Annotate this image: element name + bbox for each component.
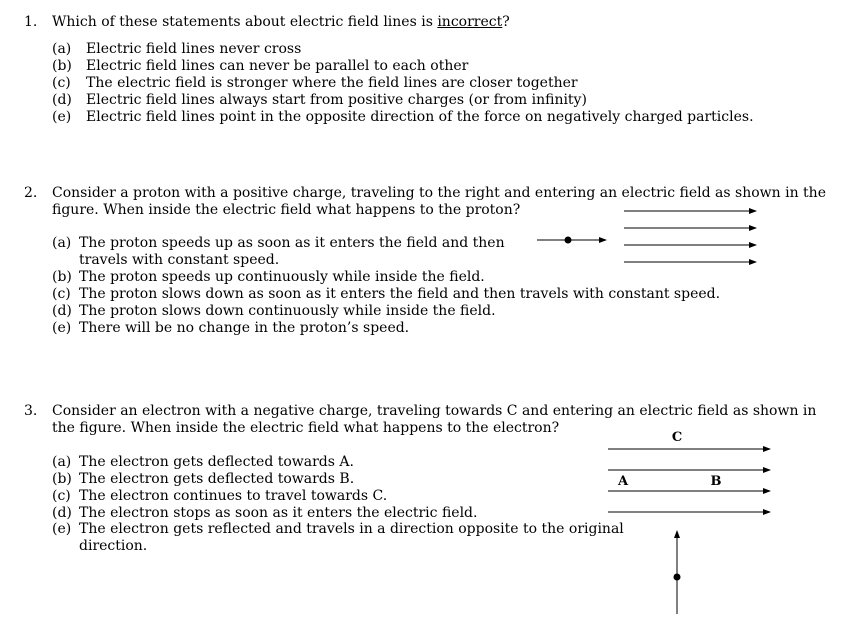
label-c: C <box>671 430 683 445</box>
option-text: The proton speeds up as soon as it enters the field and then <box>79 235 505 251</box>
option-text: The proton speeds up continuously while inside the field. <box>79 269 485 285</box>
label-b: B <box>710 474 722 489</box>
option-text: The electron stops as soon as it enters the electric field. <box>79 505 478 521</box>
question-1-stem-text: Which of these statements about electric field lines is <box>52 14 438 30</box>
option-label: (b) <box>52 471 72 487</box>
option-label: (c) <box>52 286 71 302</box>
question-3-option-e-continuation: direction. <box>79 538 148 554</box>
option-text: The electron gets deflected towards B. <box>79 471 355 487</box>
option-text: Electric field lines can never be parallel to each other <box>86 58 469 74</box>
option-label: (e) <box>52 320 72 336</box>
question-3-stem-line-2: the figure. When inside the electric field what happens to the electron? <box>52 420 560 436</box>
option-label: (b) <box>52 269 72 285</box>
option-text: Electric field lines never cross <box>86 41 302 57</box>
question-1-number: 1. <box>24 14 38 30</box>
option-text: Electric field lines point in the opposite direction of the force on negatively charged particles. <box>86 109 754 125</box>
option-label: (e) <box>52 521 72 537</box>
option-label: (d) <box>52 505 72 521</box>
option-text: The electron gets reflected and travels in a direction opposite to the original <box>79 521 624 537</box>
option-label: (c) <box>52 75 71 91</box>
option-label: (c) <box>52 488 71 504</box>
option-label: (a) <box>52 454 72 470</box>
option-text: The proton slows down as soon as it enters the field and then travels with constant speed. <box>79 286 721 302</box>
question-2-stem-line-1: Consider a proton with a positive charge, traveling to the right and entering an electric field as shown in the <box>52 185 826 201</box>
option-label: (e) <box>52 109 72 125</box>
option-text: The electron gets deflected towards A. <box>79 454 354 470</box>
question-2-stem-line-2: figure. When inside the electric field what happens to the proton? <box>52 202 521 218</box>
option-label: (d) <box>52 92 72 108</box>
label-a: A <box>617 474 629 489</box>
option-label: (b) <box>52 58 72 74</box>
question-1-stem-end: ? <box>502 14 510 30</box>
option-text: There will be no change in the proton’s speed. <box>79 320 410 336</box>
question-1-stem-emphasis: incorrect <box>437 14 503 30</box>
option-label: (d) <box>52 303 72 319</box>
option-text: The electron continues to travel towards C. <box>79 488 388 504</box>
option-text: The proton slows down continuously while inside the field. <box>79 303 496 319</box>
question-3-stem-line-1: Consider an electron with a negative charge, traveling towards C and entering an electric field as shown in <box>52 403 817 419</box>
option-text: Electric field lines always start from positive charges (or from infinity) <box>86 92 587 108</box>
option-text: The electric field is stronger where the field lines are closer together <box>86 75 578 91</box>
question-3-number: 3. <box>24 403 38 419</box>
option-label: (a) <box>52 235 72 251</box>
question-2-number: 2. <box>24 185 38 201</box>
electron-dot <box>674 574 681 581</box>
question-2-option-a-continuation: travels with constant speed. <box>79 252 280 268</box>
option-label: (a) <box>52 41 72 57</box>
